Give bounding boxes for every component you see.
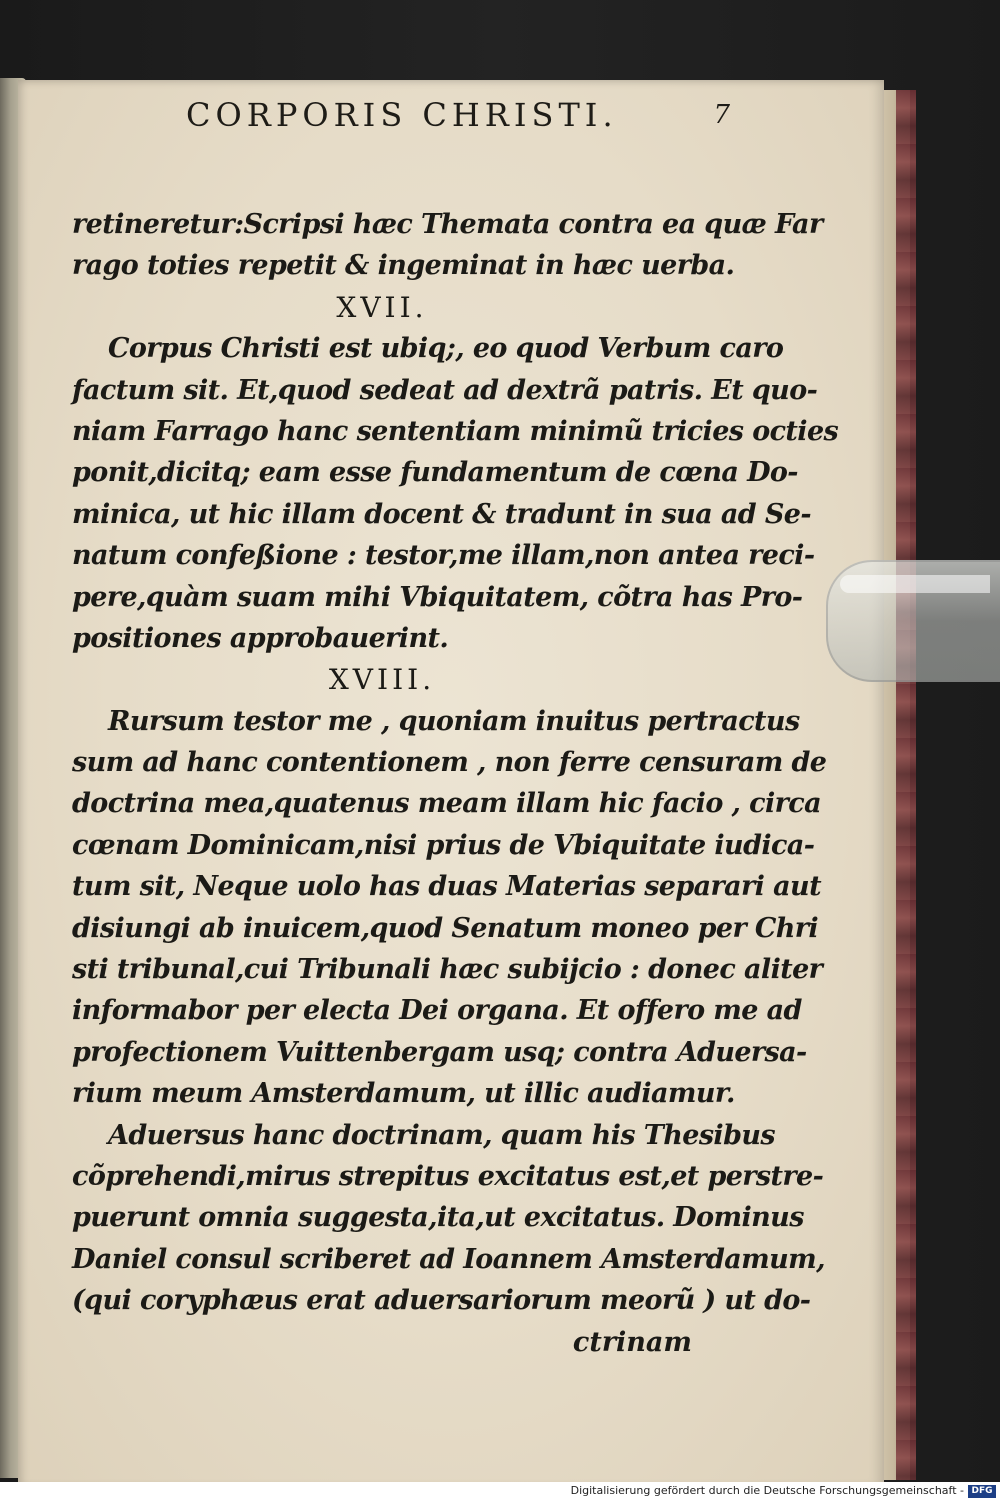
text-line: positiones approbauerint.	[72, 622, 449, 654]
text-line: rium meum Amsterdamum, ut illic audiamur.	[72, 1078, 735, 1110]
text-line: cœnam Dominicam,nisi prius de Vbiquitate iudica-	[72, 829, 815, 861]
section-heading: XVII.	[336, 290, 428, 324]
folio-number: 7	[713, 100, 730, 130]
clip-highlight	[840, 575, 990, 593]
text-line: profectionem Vuittenbergam usq; contra Aduersa-	[72, 1036, 807, 1068]
text-line: tum sit, Neque uolo has duas Materias separari aut	[72, 871, 821, 903]
text-line: doctrina mea,quatenus meam illam hic facio , circa	[72, 788, 822, 820]
dfg-logo: DFG	[968, 1485, 996, 1498]
text-line: pere,quàm suam mihi Vbiquitatem, cõtra has Pro-	[72, 581, 803, 613]
text-line: Aduersus hanc doctrinam, quam his Thesibus	[108, 1119, 775, 1151]
text-line: Daniel consul scriberet ad Ioannem Amsterdamum,	[72, 1243, 825, 1275]
text-line: niam Farrago hanc sententiam minimũ tricies octies	[72, 415, 839, 447]
catchword: ctrinam	[572, 1326, 692, 1358]
text-line: puerunt omnia suggesta,ita,ut excitatus. Dominus	[72, 1202, 804, 1234]
page-header	[140, 96, 730, 140]
text-line: Rursum testor me , quoniam inuitus pertractus	[108, 705, 800, 737]
text-line: retineretur:Scripsi hæc Themata contra ea quæ Far	[72, 209, 823, 240]
text-line: informabor per electa Dei organa. Et offero me ad	[72, 995, 802, 1027]
running-head: CORPORIS CHRISTI.	[186, 96, 618, 134]
text-line: disiungi ab inuicem,quod Senatum moneo per Chri	[72, 912, 819, 944]
text-line: sum ad hanc contentionem , non ferre censuram de	[72, 747, 827, 779]
page-text	[72, 204, 839, 1363]
text-line: natum confeßione : testor,me illam,non antea reci-	[72, 540, 815, 572]
text-line: (qui coryphæus erat aduersariorum meorũ ) ut do-	[72, 1285, 811, 1317]
section-heading: XVIII.	[328, 663, 436, 697]
text-line: factum sit. Et,quod sedeat ad dextrã patris. Et quo-	[72, 374, 818, 406]
text-line: minica, ut hic illam docent & tradunt in sua ad Se-	[72, 498, 811, 530]
cover-edge	[896, 90, 916, 1480]
text-line: sti tribunal,cui Tribunali hæc subijcio : donec aliter	[72, 954, 823, 986]
text-line: rago toties repetit & ingeminat in hæc uerba.	[72, 250, 735, 282]
footer-credit: Digitalisierung gefördert durch die Deutsche Forschungsgemeinschaft -	[570, 1484, 964, 1497]
text-line: Corpus Christi est ubiq;, eo quod Verbum caro	[108, 333, 784, 365]
text-line: cõprehendi,mirus strepitus excitatus est,et perstre-	[72, 1160, 824, 1192]
text-line: ponit,dicitq; eam esse fundamentum de cœna Do-	[72, 457, 798, 489]
footer-bar	[0, 1482, 1000, 1502]
